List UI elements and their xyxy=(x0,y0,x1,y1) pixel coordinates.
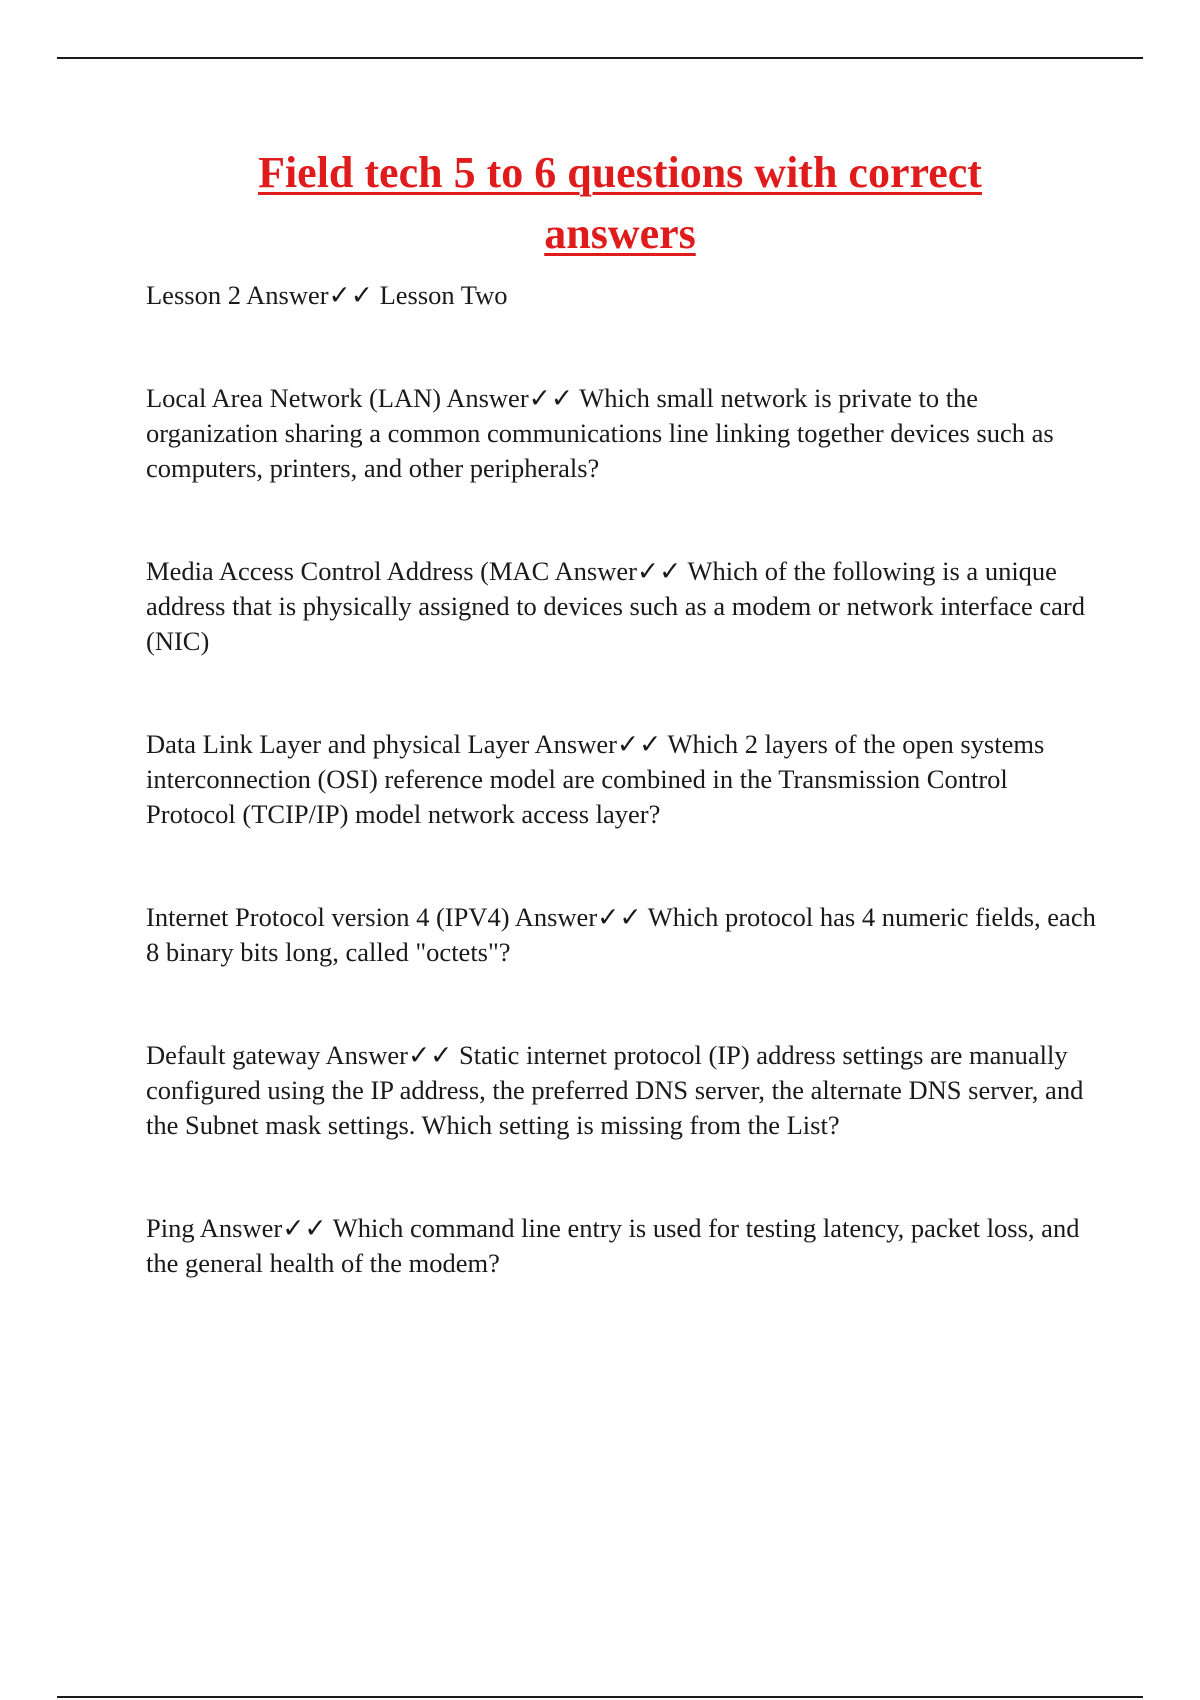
page-bottom-rule xyxy=(57,1696,1143,1698)
qa-entry-lesson: Lesson 2 Answer✓✓ Lesson Two xyxy=(146,280,508,310)
qa-entry-mac: Media Access Control Address (MAC Answer✓✓ Which of the following is a unique address that is physically assigned to devices such as a modem or network interface card (NIC) xyxy=(146,556,1085,656)
qa-entry-ping: Ping Answer✓✓ Which command line entry is used for testing latency, packet loss, and the general health of the modem? xyxy=(146,1213,1080,1278)
qa-entry-default-gateway: Default gateway Answer✓✓ Static internet protocol (IP) address settings are manually configured using the IP address, the preferred DNS server, the alternate DNS server, and the Subnet mask settings. Which setting is missing from the List? xyxy=(146,1040,1084,1140)
qa-entry-lan: Local Area Network (LAN) Answer✓✓ Which small network is private to the organization sharing a common communications line linking together devices such as computers, printers, and other peripherals? xyxy=(146,383,1054,483)
qa-entry-ipv4: Internet Protocol version 4 (IPV4) Answer✓✓ Which protocol has 4 numeric fields, each 8 binary bits long, called "octets"? xyxy=(146,902,1096,967)
qa-list xyxy=(146,278,1096,1281)
page-top-rule xyxy=(57,57,1143,59)
qa-entry-osi-layers: Data Link Layer and physical Layer Answer✓✓ Which 2 layers of the open systems interconnection (OSI) reference model are combined in the Transmission Control Protocol (TCIP/IP) model network access layer? xyxy=(146,729,1045,829)
document-title: Field tech 5 to 6 questions with correct answers xyxy=(258,148,982,258)
